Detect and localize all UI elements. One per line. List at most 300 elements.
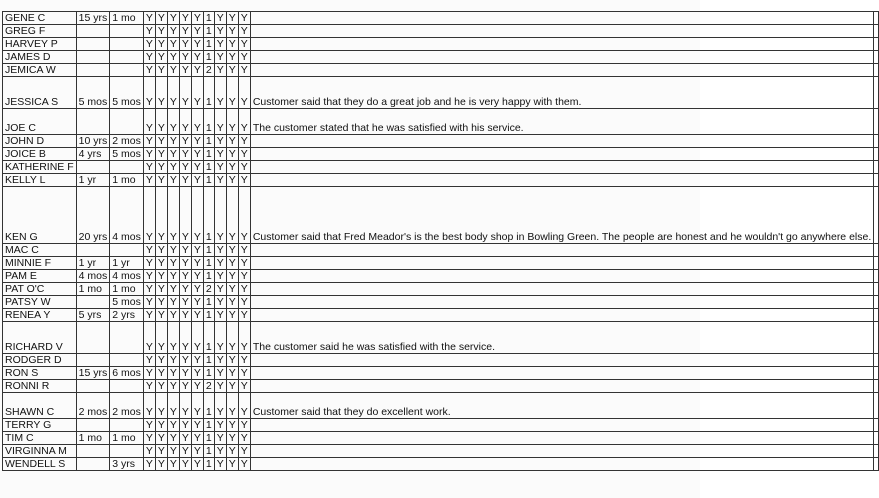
time-since-service-cell: 6 mos <box>110 367 144 380</box>
visit-count-cell: 1 <box>203 257 214 270</box>
visit-count-cell: 1 <box>203 309 214 322</box>
empty-cell <box>874 367 879 380</box>
rating-cell-4: Y <box>179 432 191 445</box>
comment-cell <box>250 445 873 458</box>
visit-count-cell: 1 <box>203 148 214 161</box>
rating-cell-2: Y <box>155 148 167 161</box>
rating-cell-4: Y <box>179 458 191 471</box>
customer-name: JAMES D <box>3 51 77 64</box>
rating-cell-8: Y <box>226 354 238 367</box>
rating-cell-8: Y <box>226 419 238 432</box>
rating-cell-8: Y <box>226 38 238 51</box>
customer-name: KATHERINE F <box>3 161 77 174</box>
comment-cell <box>250 38 873 51</box>
rating-cell-4: Y <box>179 283 191 296</box>
rating-cell-5: Y <box>191 458 203 471</box>
rating-cell-9: Y <box>238 393 250 419</box>
rating-cell-8: Y <box>226 432 238 445</box>
rating-cell-7: Y <box>214 393 226 419</box>
rating-cell-1: Y <box>143 322 155 354</box>
rating-cell-1: Y <box>143 393 155 419</box>
comment-cell <box>250 380 873 393</box>
table-row <box>3 161 879 174</box>
rating-cell-1: Y <box>143 148 155 161</box>
table-row <box>3 296 879 309</box>
empty-cell <box>874 458 879 471</box>
rating-cell-9: Y <box>238 380 250 393</box>
rating-cell-9: Y <box>238 77 250 109</box>
rating-cell-2: Y <box>155 393 167 419</box>
rating-cell-3: Y <box>167 393 179 419</box>
rating-cell-3: Y <box>167 257 179 270</box>
rating-cell-5: Y <box>191 432 203 445</box>
rating-cell-7: Y <box>214 367 226 380</box>
comment-cell <box>250 148 873 161</box>
rating-cell-8: Y <box>226 244 238 257</box>
tenure-cell <box>76 161 110 174</box>
time-since-service-cell: 5 mos <box>110 296 144 309</box>
rating-cell-4: Y <box>179 445 191 458</box>
rating-cell-9: Y <box>238 296 250 309</box>
table-row <box>3 270 879 283</box>
rating-cell-3: Y <box>167 135 179 148</box>
rating-cell-3: Y <box>167 12 179 25</box>
rating-cell-2: Y <box>155 445 167 458</box>
table-row <box>3 109 879 135</box>
rating-cell-2: Y <box>155 458 167 471</box>
rating-cell-7: Y <box>214 283 226 296</box>
rating-cell-5: Y <box>191 296 203 309</box>
visit-count-cell: 1 <box>203 77 214 109</box>
tenure-cell <box>76 458 110 471</box>
rating-cell-8: Y <box>226 51 238 64</box>
rating-cell-8: Y <box>226 458 238 471</box>
table-row <box>3 445 879 458</box>
rating-cell-3: Y <box>167 38 179 51</box>
rating-cell-9: Y <box>238 354 250 367</box>
customer-name: SHAWN C <box>3 393 77 419</box>
rating-cell-8: Y <box>226 187 238 244</box>
rating-cell-3: Y <box>167 283 179 296</box>
rating-cell-5: Y <box>191 12 203 25</box>
empty-cell <box>874 445 879 458</box>
rating-cell-1: Y <box>143 64 155 77</box>
customer-name: PAM E <box>3 270 77 283</box>
empty-cell <box>874 77 879 109</box>
table-row <box>3 309 879 322</box>
rating-cell-5: Y <box>191 64 203 77</box>
empty-cell <box>874 109 879 135</box>
rating-cell-1: Y <box>143 270 155 283</box>
time-since-service-cell: 1 mo <box>110 283 144 296</box>
rating-cell-4: Y <box>179 64 191 77</box>
rating-cell-7: Y <box>214 270 226 283</box>
customer-name: KEN G <box>3 187 77 244</box>
rating-cell-2: Y <box>155 296 167 309</box>
rating-cell-4: Y <box>179 419 191 432</box>
table-row <box>3 367 879 380</box>
empty-cell <box>874 187 879 244</box>
rating-cell-4: Y <box>179 161 191 174</box>
customer-name: RENEA Y <box>3 309 77 322</box>
rating-cell-1: Y <box>143 458 155 471</box>
rating-cell-2: Y <box>155 270 167 283</box>
rating-cell-4: Y <box>179 393 191 419</box>
rating-cell-3: Y <box>167 322 179 354</box>
comment-cell <box>250 25 873 38</box>
rating-cell-7: Y <box>214 187 226 244</box>
rating-cell-3: Y <box>167 77 179 109</box>
rating-cell-7: Y <box>214 148 226 161</box>
rating-cell-3: Y <box>167 367 179 380</box>
comment-cell <box>250 64 873 77</box>
table-row <box>3 148 879 161</box>
visit-count-cell: 2 <box>203 283 214 296</box>
customer-name: JEMICA W <box>3 64 77 77</box>
rating-cell-1: Y <box>143 354 155 367</box>
visit-count-cell: 1 <box>203 322 214 354</box>
rating-cell-1: Y <box>143 257 155 270</box>
rating-cell-5: Y <box>191 257 203 270</box>
rating-cell-3: Y <box>167 64 179 77</box>
empty-cell <box>874 25 879 38</box>
time-since-service-cell: 1 mo <box>110 432 144 445</box>
time-since-service-cell: 2 yrs <box>110 309 144 322</box>
rating-cell-8: Y <box>226 174 238 187</box>
comment-cell <box>250 458 873 471</box>
rating-cell-5: Y <box>191 51 203 64</box>
rating-cell-7: Y <box>214 354 226 367</box>
rating-cell-8: Y <box>226 25 238 38</box>
time-since-service-cell: 1 yr <box>110 257 144 270</box>
rating-cell-5: Y <box>191 393 203 419</box>
rating-cell-5: Y <box>191 161 203 174</box>
time-since-service-cell <box>110 322 144 354</box>
rating-cell-5: Y <box>191 309 203 322</box>
comment-cell <box>250 135 873 148</box>
rating-cell-9: Y <box>238 283 250 296</box>
rating-cell-2: Y <box>155 161 167 174</box>
rating-cell-3: Y <box>167 161 179 174</box>
comment-cell: Customer said that they do excellent work. <box>250 393 873 419</box>
empty-cell <box>874 354 879 367</box>
customer-name: GREG F <box>3 25 77 38</box>
rating-cell-9: Y <box>238 270 250 283</box>
customer-name: GENE C <box>3 12 77 25</box>
customer-name: MAC C <box>3 244 77 257</box>
rating-cell-8: Y <box>226 161 238 174</box>
rating-cell-5: Y <box>191 445 203 458</box>
rating-cell-9: Y <box>238 64 250 77</box>
rating-cell-3: Y <box>167 354 179 367</box>
rating-cell-7: Y <box>214 458 226 471</box>
visit-count-cell: 1 <box>203 445 214 458</box>
table-row <box>3 322 879 354</box>
rating-cell-1: Y <box>143 77 155 109</box>
rating-cell-1: Y <box>143 25 155 38</box>
visit-count-cell: 1 <box>203 135 214 148</box>
visit-count-cell: 1 <box>203 393 214 419</box>
rating-cell-8: Y <box>226 296 238 309</box>
visit-count-cell: 1 <box>203 38 214 51</box>
rating-cell-1: Y <box>143 445 155 458</box>
table-row <box>3 38 879 51</box>
rating-cell-4: Y <box>179 322 191 354</box>
comment-cell: Customer said that they do a great job and he is very happy with them. <box>250 77 873 109</box>
empty-cell <box>874 161 879 174</box>
empty-cell <box>874 135 879 148</box>
rating-cell-8: Y <box>226 148 238 161</box>
table-row <box>3 380 879 393</box>
rating-cell-4: Y <box>179 296 191 309</box>
table-row <box>3 458 879 471</box>
rating-cell-2: Y <box>155 322 167 354</box>
rating-cell-8: Y <box>226 109 238 135</box>
rating-cell-5: Y <box>191 322 203 354</box>
rating-cell-7: Y <box>214 244 226 257</box>
rating-cell-5: Y <box>191 109 203 135</box>
rating-cell-5: Y <box>191 270 203 283</box>
comment-cell: The customer stated that he was satisfied with his service. <box>250 109 873 135</box>
rating-cell-2: Y <box>155 174 167 187</box>
tenure-cell: 20 yrs <box>76 187 110 244</box>
comment-cell <box>250 174 873 187</box>
visit-count-cell: 1 <box>203 296 214 309</box>
table-row <box>3 257 879 270</box>
comment-cell: Customer said that Fred Meador's is the best body shop in Bowling Green. The people are honest and he wouldn't go anywhere else. <box>250 187 873 244</box>
rating-cell-4: Y <box>179 109 191 135</box>
customer-name: JOE C <box>3 109 77 135</box>
rating-cell-1: Y <box>143 432 155 445</box>
customer-name: RON S <box>3 367 77 380</box>
rating-cell-8: Y <box>226 64 238 77</box>
rating-cell-3: Y <box>167 270 179 283</box>
time-since-service-cell: 2 mos <box>110 135 144 148</box>
rating-cell-5: Y <box>191 174 203 187</box>
rating-cell-3: Y <box>167 380 179 393</box>
customer-name: JESSICA S <box>3 77 77 109</box>
customer-name: RICHARD V <box>3 322 77 354</box>
table-row <box>3 77 879 109</box>
table-row <box>3 187 879 244</box>
rating-cell-4: Y <box>179 309 191 322</box>
table-row <box>3 51 879 64</box>
rating-cell-2: Y <box>155 354 167 367</box>
rating-cell-2: Y <box>155 244 167 257</box>
rating-cell-5: Y <box>191 148 203 161</box>
tenure-cell <box>76 25 110 38</box>
rating-cell-9: Y <box>238 244 250 257</box>
rating-cell-1: Y <box>143 12 155 25</box>
table-row <box>3 25 879 38</box>
tenure-cell: 2 mos <box>76 393 110 419</box>
empty-cell <box>874 432 879 445</box>
rating-cell-5: Y <box>191 187 203 244</box>
empty-cell <box>874 38 879 51</box>
rating-cell-3: Y <box>167 419 179 432</box>
tenure-cell <box>76 354 110 367</box>
rating-cell-5: Y <box>191 135 203 148</box>
time-since-service-cell <box>110 419 144 432</box>
rating-cell-7: Y <box>214 380 226 393</box>
comment-cell <box>250 432 873 445</box>
rating-cell-7: Y <box>214 51 226 64</box>
time-since-service-cell <box>110 161 144 174</box>
comment-cell <box>250 283 873 296</box>
rating-cell-5: Y <box>191 419 203 432</box>
rating-cell-7: Y <box>214 309 226 322</box>
tenure-cell: 1 yr <box>76 174 110 187</box>
empty-cell <box>874 419 879 432</box>
rating-cell-7: Y <box>214 109 226 135</box>
rating-cell-3: Y <box>167 187 179 244</box>
comment-cell <box>250 309 873 322</box>
rating-cell-1: Y <box>143 419 155 432</box>
tenure-cell: 1 yr <box>76 257 110 270</box>
rating-cell-9: Y <box>238 309 250 322</box>
rating-cell-4: Y <box>179 367 191 380</box>
tenure-cell: 4 yrs <box>76 148 110 161</box>
tenure-cell: 10 yrs <box>76 135 110 148</box>
rating-cell-2: Y <box>155 367 167 380</box>
empty-cell <box>874 393 879 419</box>
tenure-cell: 1 mo <box>76 283 110 296</box>
rating-cell-1: Y <box>143 135 155 148</box>
rating-cell-8: Y <box>226 309 238 322</box>
rating-cell-7: Y <box>214 64 226 77</box>
comment-cell: The customer said he was satisfied with the service. <box>250 322 873 354</box>
comment-cell <box>250 257 873 270</box>
rating-cell-9: Y <box>238 432 250 445</box>
empty-cell <box>874 270 879 283</box>
rating-cell-9: Y <box>238 367 250 380</box>
table-row <box>3 393 879 419</box>
comment-cell <box>250 367 873 380</box>
table-row <box>3 12 879 25</box>
time-since-service-cell: 4 mos <box>110 187 144 244</box>
rating-cell-5: Y <box>191 380 203 393</box>
tenure-cell <box>76 322 110 354</box>
visit-count-cell: 1 <box>203 354 214 367</box>
rating-cell-3: Y <box>167 296 179 309</box>
rating-cell-5: Y <box>191 367 203 380</box>
customer-name: PATSY W <box>3 296 77 309</box>
rating-cell-7: Y <box>214 257 226 270</box>
rating-cell-8: Y <box>226 257 238 270</box>
rating-cell-3: Y <box>167 244 179 257</box>
rating-cell-3: Y <box>167 174 179 187</box>
rating-cell-2: Y <box>155 109 167 135</box>
tenure-cell: 5 yrs <box>76 309 110 322</box>
comment-cell <box>250 270 873 283</box>
rating-cell-4: Y <box>179 148 191 161</box>
empty-cell <box>874 51 879 64</box>
empty-cell <box>874 296 879 309</box>
customer-name: JOICE B <box>3 148 77 161</box>
rating-cell-7: Y <box>214 432 226 445</box>
visit-count-cell: 2 <box>203 380 214 393</box>
table-row <box>3 283 879 296</box>
tenure-cell <box>76 296 110 309</box>
empty-cell <box>874 148 879 161</box>
customer-name: RODGER D <box>3 354 77 367</box>
rating-cell-1: Y <box>143 296 155 309</box>
time-since-service-cell <box>110 354 144 367</box>
rating-cell-2: Y <box>155 380 167 393</box>
tenure-cell <box>76 64 110 77</box>
rating-cell-1: Y <box>143 187 155 244</box>
time-since-service-cell <box>110 109 144 135</box>
customer-survey-table <box>2 11 879 471</box>
empty-cell <box>874 309 879 322</box>
empty-cell <box>874 283 879 296</box>
table-row <box>3 419 879 432</box>
rating-cell-3: Y <box>167 25 179 38</box>
rating-cell-9: Y <box>238 161 250 174</box>
rating-cell-4: Y <box>179 135 191 148</box>
rating-cell-9: Y <box>238 419 250 432</box>
rating-cell-2: Y <box>155 51 167 64</box>
time-since-service-cell <box>110 25 144 38</box>
tenure-cell <box>76 51 110 64</box>
rating-cell-7: Y <box>214 38 226 51</box>
time-since-service-cell: 5 mos <box>110 148 144 161</box>
rating-cell-5: Y <box>191 38 203 51</box>
rating-cell-9: Y <box>238 445 250 458</box>
rating-cell-7: Y <box>214 445 226 458</box>
rating-cell-9: Y <box>238 187 250 244</box>
rating-cell-4: Y <box>179 244 191 257</box>
customer-name: HARVEY P <box>3 38 77 51</box>
rating-cell-4: Y <box>179 174 191 187</box>
rating-cell-4: Y <box>179 257 191 270</box>
rating-cell-3: Y <box>167 148 179 161</box>
rating-cell-4: Y <box>179 270 191 283</box>
rating-cell-8: Y <box>226 445 238 458</box>
customer-name: TERRY G <box>3 419 77 432</box>
visit-count-cell: 1 <box>203 187 214 244</box>
visit-count-cell: 2 <box>203 64 214 77</box>
rating-cell-1: Y <box>143 51 155 64</box>
rating-cell-2: Y <box>155 283 167 296</box>
visit-count-cell: 1 <box>203 174 214 187</box>
tenure-cell <box>76 109 110 135</box>
rating-cell-2: Y <box>155 135 167 148</box>
rating-cell-9: Y <box>238 25 250 38</box>
rating-cell-1: Y <box>143 161 155 174</box>
customer-name: VIRGINNA M <box>3 445 77 458</box>
rating-cell-9: Y <box>238 51 250 64</box>
rating-cell-8: Y <box>226 283 238 296</box>
rating-cell-5: Y <box>191 354 203 367</box>
rating-cell-2: Y <box>155 38 167 51</box>
rating-cell-9: Y <box>238 12 250 25</box>
rating-cell-4: Y <box>179 380 191 393</box>
comment-cell <box>250 12 873 25</box>
rating-cell-1: Y <box>143 283 155 296</box>
rating-cell-7: Y <box>214 296 226 309</box>
rating-cell-4: Y <box>179 77 191 109</box>
time-since-service-cell: 1 mo <box>110 12 144 25</box>
rating-cell-7: Y <box>214 419 226 432</box>
rating-cell-9: Y <box>238 174 250 187</box>
rating-cell-8: Y <box>226 393 238 419</box>
visit-count-cell: 1 <box>203 161 214 174</box>
rating-cell-1: Y <box>143 367 155 380</box>
rating-cell-3: Y <box>167 432 179 445</box>
rating-cell-2: Y <box>155 432 167 445</box>
rating-cell-1: Y <box>143 380 155 393</box>
